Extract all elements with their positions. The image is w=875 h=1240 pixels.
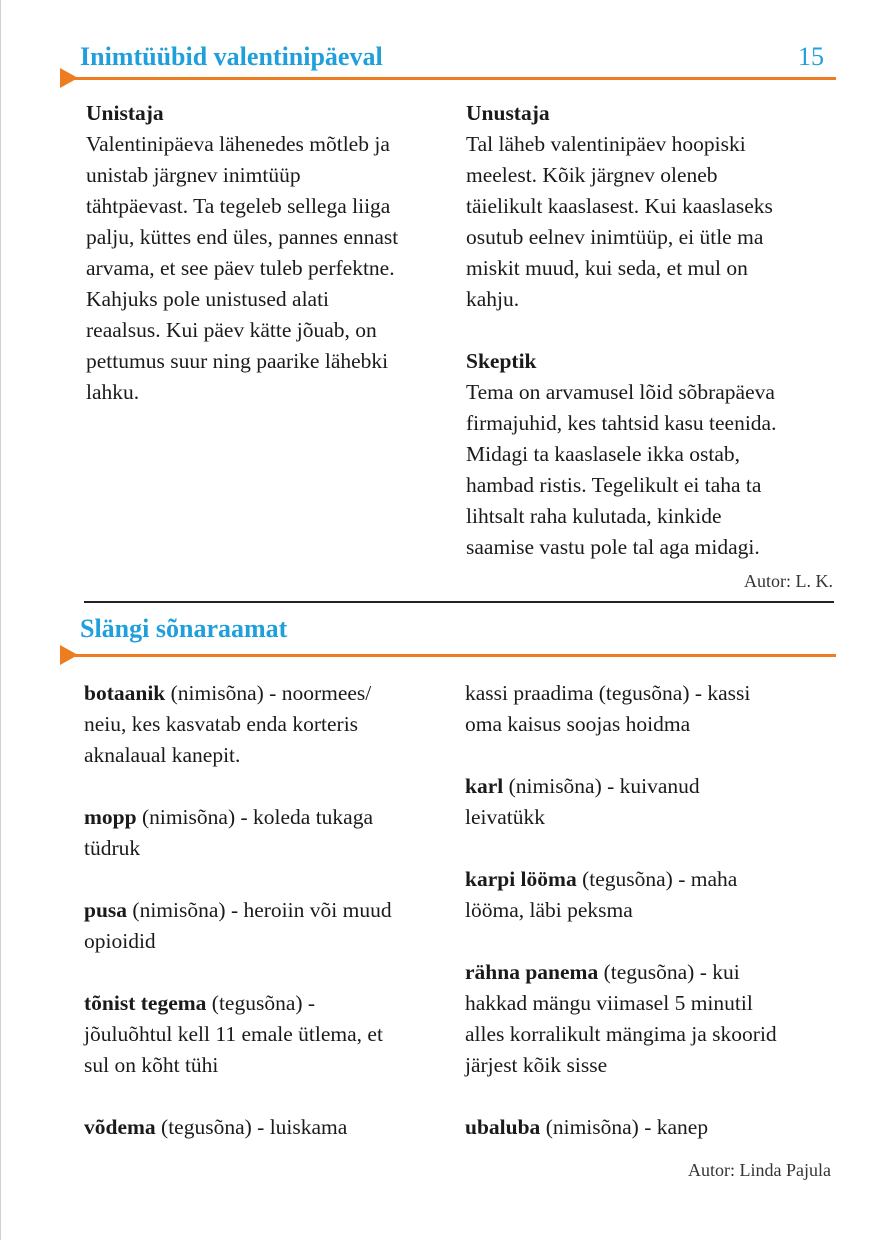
text-line: kahju. xyxy=(466,287,520,311)
page-edge xyxy=(0,0,1,1240)
section1-author: Autor: L. K. xyxy=(744,571,833,591)
article-heading: Skeptik xyxy=(466,349,537,373)
glossary-term: rähna panema xyxy=(465,960,599,984)
glossary-entry-first-line xyxy=(465,957,845,988)
article-body xyxy=(466,377,846,563)
glossary-definition: jõuluõhtul kell 11 emale ütlema, et xyxy=(84,1022,383,1046)
glossary-entry-first-line xyxy=(84,988,459,1019)
section1-left-column xyxy=(86,98,456,408)
glossary-term: mopp xyxy=(84,805,137,829)
page-number: 15 xyxy=(798,42,824,71)
glossary-definition: leivatükk xyxy=(465,805,546,829)
glossary-term: karl xyxy=(465,774,504,798)
text-line: firmajuhid, kes tahtsid kasu teenida. xyxy=(466,411,777,435)
glossary-definition: järjest kõik sisse xyxy=(465,1053,608,1077)
glossary-definition: (nimisõna) - noormees/ xyxy=(165,681,372,705)
section-divider xyxy=(84,601,834,603)
text-line: palju, küttes end üles, pannes ennast xyxy=(86,225,399,249)
article-heading: Unistaja xyxy=(86,101,164,125)
glossary-entry xyxy=(465,771,845,833)
glossary-definition: sul on kõht tühi xyxy=(84,1053,219,1077)
text-line: unistab järgnev inimtüüp xyxy=(86,163,301,187)
glossary-term: tõnist tegema xyxy=(84,991,207,1015)
section1-right-column xyxy=(466,98,846,563)
text-line: reaalsus. Kui päev kätte jõuab, on xyxy=(86,318,377,342)
text-line: Valentinipäeva lähenedes mõtleb ja xyxy=(86,132,390,156)
glossary-term: karpi lööma xyxy=(465,867,577,891)
glossary-entry-first-line xyxy=(84,895,459,926)
section2-title: Slängi sõnaraamat xyxy=(80,614,288,643)
orange-rule xyxy=(60,654,836,657)
text-line: täielikult kaaslasest. Kui kaaslaseks xyxy=(466,194,773,218)
text-line: arvama, et see päev tuleb perfektne. xyxy=(86,256,395,280)
text-line: Kahjuks pole unistused alati xyxy=(86,287,330,311)
glossary-definition: aknalaual kanepit. xyxy=(84,743,241,767)
glossary-entry-first-line xyxy=(84,1112,459,1143)
article-body xyxy=(86,129,456,408)
section1-header xyxy=(60,42,836,92)
text-line: Midagi ta kaaslasele ikka ostab, xyxy=(466,442,741,466)
glossary-entry xyxy=(465,678,845,740)
text-line: Tema on arvamusel lõid sõbrapäeva xyxy=(466,380,775,404)
glossary-entry-first-line xyxy=(465,1112,845,1143)
glossary-definition: (nimisõna) - kuivanud xyxy=(503,774,700,798)
glossary-term: ubaluba xyxy=(465,1115,541,1139)
glossary-definition: opioidid xyxy=(84,929,156,953)
text-line: lahku. xyxy=(86,380,140,404)
glossary-left-column xyxy=(84,678,459,1143)
text-line: meelest. Kõik järgnev oleneb xyxy=(466,163,718,187)
glossary-entry xyxy=(465,864,845,926)
glossary-term: botaanik xyxy=(84,681,166,705)
glossary-entry-first-line xyxy=(84,802,459,833)
text-line: lihtsalt raha kulutada, kinkide xyxy=(466,504,722,528)
glossary-definition: (nimisõna) - koleda tukaga xyxy=(136,805,374,829)
glossary-entry xyxy=(84,1112,459,1143)
glossary-definition: alles korralikult mängima ja skoorid xyxy=(465,1022,777,1046)
glossary-entry xyxy=(84,895,459,957)
glossary-entry xyxy=(465,1112,845,1143)
glossary-definition: hakkad mängu viimasel 5 minutil xyxy=(465,991,753,1015)
text-line: tähtpäevast. Ta tegeleb sellega liiga xyxy=(86,194,391,218)
glossary-entry-first-line xyxy=(84,678,459,709)
text-line: Tal läheb valentinipäev hoopiski xyxy=(466,132,746,156)
section2-author: Autor: Linda Pajula xyxy=(688,1160,831,1180)
glossary-entry-first-line xyxy=(465,864,845,895)
glossary-right-column xyxy=(465,678,845,1143)
text-line: miskit muud, kui seda, et mul on xyxy=(466,256,748,280)
glossary-definition: neiu, kes kasvatab enda korteris xyxy=(84,712,359,736)
glossary-definition: kassi praadima (tegusõna) - kassi xyxy=(465,681,751,705)
text-line: hambad ristis. Tegelikult ei taha ta xyxy=(466,473,762,497)
glossary-term: võdema xyxy=(84,1115,156,1139)
glossary-definition: lööma, läbi peksma xyxy=(465,898,633,922)
glossary-definition: (nimisõna) - kanep xyxy=(540,1115,709,1139)
glossary-definition: (tegusõna) - kui xyxy=(598,960,740,984)
glossary-definition: oma kaisus soojas hoidma xyxy=(465,712,691,736)
glossary-entry xyxy=(84,802,459,864)
orange-rule xyxy=(60,77,836,80)
glossary-entry-first-line xyxy=(465,771,845,802)
text-line: pettumus suur ning paarike lähebki xyxy=(86,349,389,373)
article-heading: Unustaja xyxy=(466,101,550,125)
glossary-entry xyxy=(84,988,459,1081)
glossary-entry xyxy=(465,957,845,1081)
glossary-definition: (tegusõna) - maha xyxy=(576,867,738,891)
section1-title: Inimtüübid valentinipäeval xyxy=(80,42,383,71)
text-line: osutub eelnev inimtüüp, ei ütle ma xyxy=(466,225,764,249)
glossary-entry xyxy=(84,678,459,771)
glossary-definition: (tegusõna) - xyxy=(206,991,316,1015)
glossary-definition: (nimisõna) - heroiin või muud xyxy=(127,898,392,922)
glossary-term: pusa xyxy=(84,898,128,922)
glossary-definition: (tegusõna) - luiskama xyxy=(155,1115,348,1139)
glossary-definition: tüdruk xyxy=(84,836,141,860)
text-line: saamise vastu pole tal aga midagi. xyxy=(466,535,760,559)
article-body xyxy=(466,129,846,315)
section2-header xyxy=(60,614,836,664)
